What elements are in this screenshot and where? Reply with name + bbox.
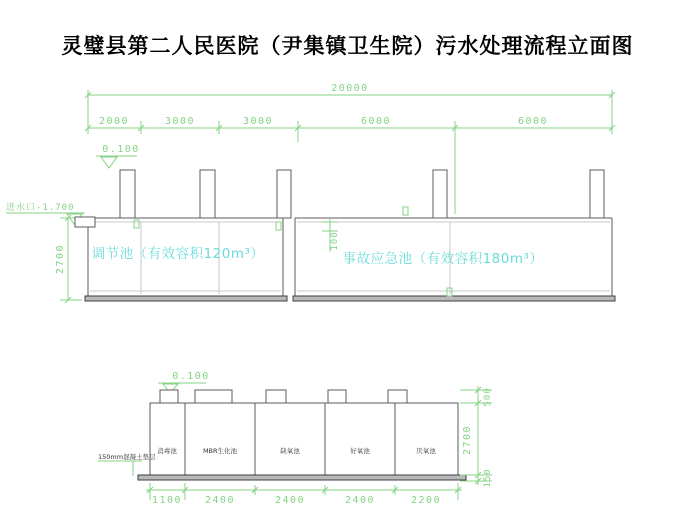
base-note [98, 452, 156, 476]
compartment-label: 消毒池 [157, 447, 177, 455]
level-value: 0.100 [172, 371, 210, 382]
lower-right-dimensions [460, 386, 493, 488]
compartment-label: MBR生化池 [202, 447, 238, 455]
dimension-text: 3000 [164, 116, 196, 127]
dimension-text: 3000 [242, 116, 274, 127]
compartment-label: 厌氧池 [416, 447, 436, 455]
dimension-text: 2400 [204, 495, 236, 506]
witness-lines [88, 90, 612, 214]
lower-tank-structure [138, 390, 466, 480]
dimension-text: 500 [483, 387, 493, 407]
base-slab [138, 475, 466, 480]
left-tank-base-slab [85, 296, 287, 301]
vent-column [433, 170, 447, 218]
upper-overall-dimension [85, 83, 615, 98]
access-cap [388, 390, 407, 403]
dimension-text: 20000 [331, 83, 369, 94]
fitting-marker [403, 207, 408, 215]
access-cap [160, 390, 178, 403]
access-cap [266, 390, 286, 403]
dimension-text: 2400 [274, 495, 306, 506]
lower-bottom-dimensions [146, 483, 462, 506]
dimension-text: 1100 [151, 495, 183, 506]
upper-height-dimension [55, 215, 82, 303]
inlet-pipe [75, 217, 95, 227]
fitting-marker [276, 222, 281, 230]
regulating-tank-label: 调节池（有效容积120m³） [91, 246, 265, 262]
dimension-text: 6000 [517, 116, 549, 127]
inlet-level-mark [6, 201, 85, 224]
tank-outline [150, 403, 458, 475]
base-note-text: 150mm混凝土垫层 [98, 453, 156, 461]
access-cap [195, 390, 232, 403]
compartment-label: 好氧池 [350, 447, 370, 455]
compartment-label: 缺氧池 [280, 447, 300, 455]
dimension-text: 2000 [98, 116, 130, 127]
vent-column [120, 170, 135, 218]
access-cap [328, 390, 346, 403]
dimension-text: 2700 [55, 243, 66, 275]
right-tank-base-slab [293, 296, 615, 301]
level-value: 0.100 [102, 144, 140, 155]
dimension-text: 100 [330, 231, 340, 251]
dimension-text: 2700 [462, 424, 473, 456]
level-triangle-icon [101, 157, 117, 168]
upper-tank-structure [75, 170, 615, 301]
dimension-text: 150 [483, 468, 493, 488]
leader-line [98, 461, 142, 476]
compartment-walls [185, 403, 395, 475]
inlet-label: 进水口-1.700 [6, 203, 75, 213]
vent-column [590, 170, 604, 218]
dimension-text: 6000 [360, 116, 392, 127]
fitting-marker [134, 220, 139, 228]
emergency-tank-label: 事故应急池（有效容积180m³） [342, 251, 544, 267]
vent-column [277, 170, 291, 218]
dimension-text: 2400 [344, 495, 376, 506]
vent-column [200, 170, 215, 218]
upper-segment-dimensions [85, 90, 615, 214]
upper-level-mark [96, 144, 140, 168]
freeboard-dimension [322, 219, 340, 252]
drawing-title: 灵璧县第二人民医院（尹集镇卫生院）污水处理流程立面图 [61, 34, 634, 58]
dimension-text: 2200 [410, 495, 442, 506]
